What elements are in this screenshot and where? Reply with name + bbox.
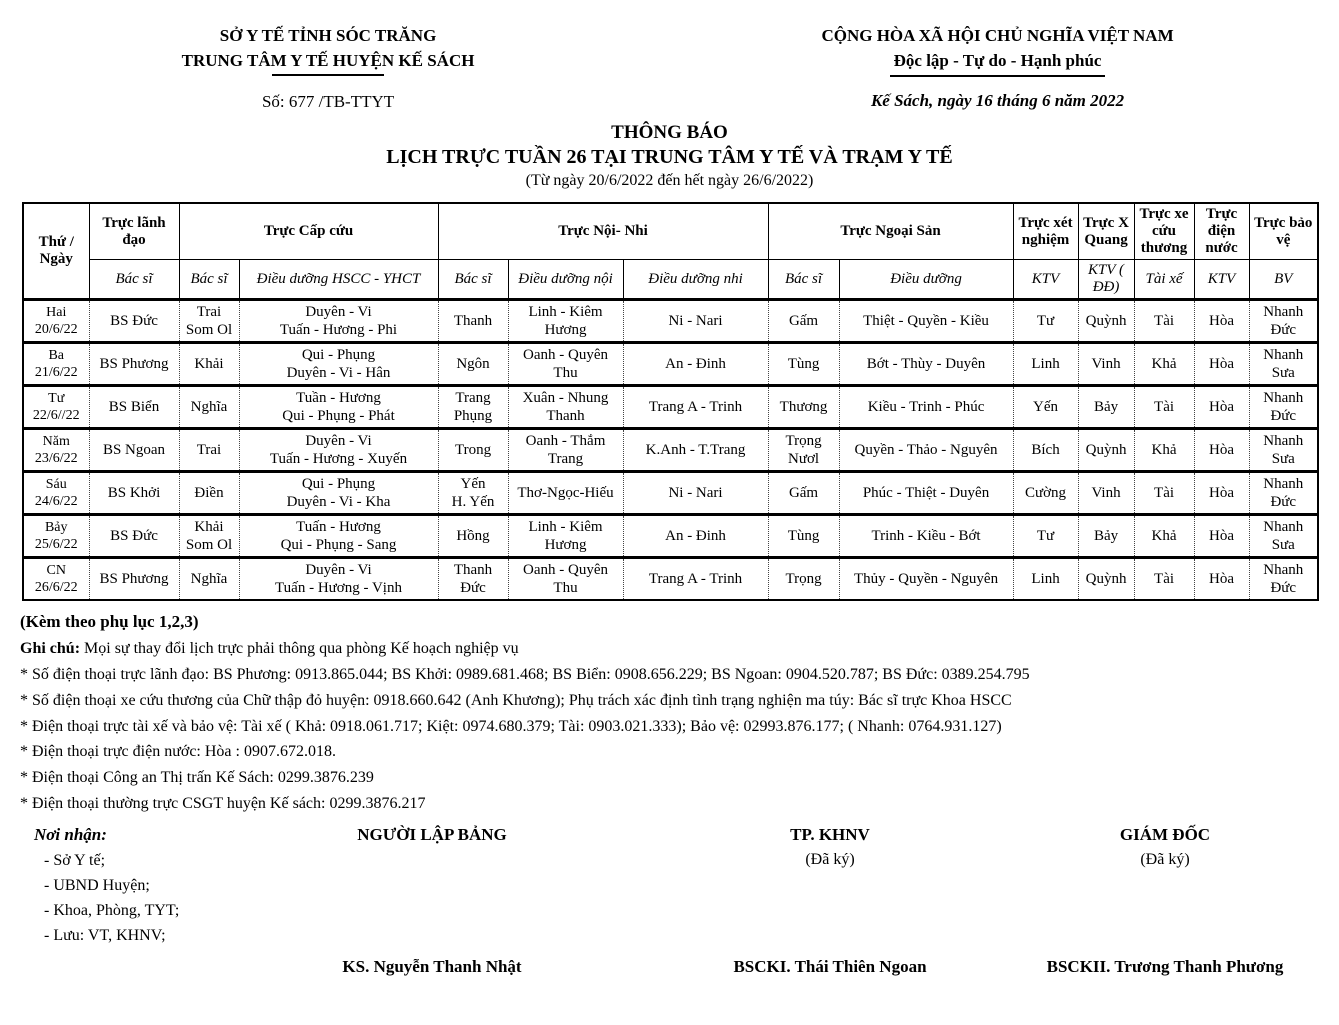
table-cell: Tài xyxy=(1134,472,1194,515)
signature-title: GIÁM ĐỐC xyxy=(1119,825,1211,845)
header-group-leadership: Trực lãnh đạo xyxy=(89,203,179,260)
table-cell: Linh - Kiêm Hương xyxy=(508,300,623,343)
table-row xyxy=(23,429,1318,472)
table-cell: Quỳnh xyxy=(1078,429,1134,472)
table-cell: Tùng xyxy=(768,515,839,558)
table-cell: Kiều - Trinh - Phúc xyxy=(839,386,1013,429)
table-cell: Nghĩa xyxy=(179,558,239,601)
table-row xyxy=(23,343,1318,386)
signature-name: BSCKII. Trương Thanh Phương xyxy=(1046,957,1284,977)
table-header xyxy=(23,203,1318,300)
table-cell: Quỳnh xyxy=(1078,558,1134,601)
document-number: Số: 677 /TB-TTYT xyxy=(261,92,395,112)
table-cell: BS Khởi xyxy=(89,472,179,515)
table-cell: Trọng xyxy=(768,558,839,601)
table-cell: Qui - Phụng Duyên - Vi - Hân xyxy=(239,343,438,386)
table-cell: Gấm xyxy=(768,472,839,515)
table-cell: Nhanh Sưa xyxy=(1249,515,1318,558)
table-cell: Khải xyxy=(179,343,239,386)
table-cell: Bảy 25/6/22 xyxy=(23,515,89,558)
header-group-emergency: Trực Cấp cứu xyxy=(179,203,438,260)
note-line: Ghi chú: Mọi sự thay đổi lịch trực phải thông qua phòng Kế hoạch nghiệp vụ xyxy=(20,639,519,657)
table-cell: Phúc - Thiệt - Duyên xyxy=(839,472,1013,515)
header-day: Thứ / Ngày xyxy=(23,203,89,300)
table-cell: BS Đức xyxy=(89,515,179,558)
table-cell: Cường xyxy=(1013,472,1078,515)
table-cell: Linh xyxy=(1013,343,1078,386)
table-cell: Nhanh Sưa xyxy=(1249,429,1318,472)
table-cell: Hòa xyxy=(1194,472,1249,515)
subheader-nurse-hscc: Điều dưỡng HSCC - YHCT xyxy=(239,260,438,300)
subheader-ktv-xray: KTV ( ĐĐ) xyxy=(1078,260,1134,300)
table-cell: Nhanh Đức xyxy=(1249,300,1318,343)
table-cell: Khả xyxy=(1134,343,1194,386)
table-cell: Linh xyxy=(1013,558,1078,601)
org-parent-name: SỞ Y TẾ TỈNH SÓC TRĂNG xyxy=(219,26,437,45)
table-row xyxy=(23,386,1318,429)
recipients-item: - Sở Y tế; xyxy=(44,852,106,870)
table-cell: Hòa xyxy=(1194,515,1249,558)
table-row xyxy=(23,300,1318,343)
table-cell: Khả xyxy=(1134,429,1194,472)
table-cell: Tư xyxy=(1013,515,1078,558)
table-cell: Quyền - Thảo - Nguyên xyxy=(839,429,1013,472)
table-cell: Oanh - Quyên Thu xyxy=(508,558,623,601)
table-cell: Tuấn - Hương Qui - Phụng - Sang xyxy=(239,515,438,558)
table-cell: Thủy - Quyền - Nguyên xyxy=(839,558,1013,601)
table-cell: Ni - Nari xyxy=(623,300,768,343)
table-cell: Thiệt - Quyền - Kiều xyxy=(839,300,1013,343)
table-cell: Hòa xyxy=(1194,343,1249,386)
table-cell: Nghĩa xyxy=(179,386,239,429)
table-cell: Hai 20/6/22 xyxy=(23,300,89,343)
table-cell: Gấm xyxy=(768,300,839,343)
header-group-security: Trực bảo vệ xyxy=(1249,203,1318,260)
table-cell: Ba 21/6/22 xyxy=(23,343,89,386)
table-cell: BS Đức xyxy=(89,300,179,343)
table-cell: Duyên - Vi Tuấn - Hương - Vịnh xyxy=(239,558,438,601)
signature-col-dept-head xyxy=(665,825,995,977)
table-cell: Thanh Đức xyxy=(438,558,508,601)
table-cell: Yến xyxy=(1013,386,1078,429)
table-row xyxy=(23,515,1318,558)
table-cell: Tài xyxy=(1134,558,1194,601)
letterhead-left xyxy=(0,24,656,112)
note-line: (Kèm theo phụ lục 1,2,3) xyxy=(20,612,199,632)
table-cell: BS Phương xyxy=(89,558,179,601)
document-main-title: LỊCH TRỰC TUẦN 26 TẠI TRUNG TÂM Y TẾ VÀ TRẠM Y TẾ xyxy=(386,146,953,169)
table-cell: Hòa xyxy=(1194,300,1249,343)
table-cell: Vinh xyxy=(1078,343,1134,386)
recipients-item: - UBND Huyện; xyxy=(44,877,150,895)
table-cell: An - Đinh xyxy=(623,343,768,386)
subheader-doctor-internal: Bác sĩ xyxy=(438,260,508,300)
table-cell: Yến H. Yến xyxy=(438,472,508,515)
table-cell: K.Anh - T.Trang xyxy=(623,429,768,472)
table-cell: Năm 23/6/22 xyxy=(23,429,89,472)
header-group-xray: Trực X Quang xyxy=(1078,203,1134,260)
table-cell: Bảy xyxy=(1078,386,1134,429)
table-cell: Khả xyxy=(1134,515,1194,558)
table-row xyxy=(23,472,1318,515)
table-cell: Nhanh Đức xyxy=(1249,558,1318,601)
subheader-doctor-emergency: Bác sĩ xyxy=(179,260,239,300)
org-name: TRUNG TÂM Y TẾ HUYỆN KẾ SÁCH xyxy=(181,50,475,70)
recipients-block xyxy=(34,825,179,945)
note-line: * Điện thoại trực tài xế và bảo vệ: Tài xế ( Khả: 0918.061.717; Kiệt: 0974.680.379; Tài: 0903.021.333); Bảo vệ: 02993.876.177; ( Nhanh: 0764.931.127) xyxy=(20,717,1002,735)
signature-title: NGƯỜI LẬP BẢNG xyxy=(357,825,507,845)
subheader-doctor-leadership: Bác sĩ xyxy=(89,260,179,300)
place-date-line: Kế Sách, ngày 16 tháng 6 năm 2022 xyxy=(870,91,1125,111)
subheader-ktv-lab: KTV xyxy=(1013,260,1078,300)
table-cell: Tư xyxy=(1013,300,1078,343)
table-cell: Trang A - Trinh xyxy=(623,386,768,429)
table-cell: Hòa xyxy=(1194,429,1249,472)
table-cell: Qui - Phụng Duyên - Vi - Kha xyxy=(239,472,438,515)
subheader-nurse-surgery: Điều dưỡng xyxy=(839,260,1013,300)
table-cell: Ni - Nari xyxy=(623,472,768,515)
duty-schedule-table xyxy=(22,202,1319,601)
signature-signed-note xyxy=(267,851,597,873)
national-title: CỘNG HÒA XÃ HỘI CHỦ NGHĨA VIỆT NAM xyxy=(821,26,1174,45)
title-block xyxy=(0,122,1339,190)
recipients-item: - Lưu: VT, KHNV; xyxy=(44,927,166,945)
table-cell: Trang A - Trinh xyxy=(623,558,768,601)
table-cell: Trai Som Ol xyxy=(179,300,239,343)
signature-name: KS. Nguyễn Thanh Nhật xyxy=(342,957,522,977)
table-cell: Trọng Nươl xyxy=(768,429,839,472)
table-cell: Hồng xyxy=(438,515,508,558)
table-header-group-row xyxy=(23,203,1318,260)
table-cell: Nhanh Sưa xyxy=(1249,343,1318,386)
subheader-driver: Tài xế xyxy=(1134,260,1194,300)
table-cell: Điền xyxy=(179,472,239,515)
table-cell: Tài xyxy=(1134,300,1194,343)
national-motto: Độc lập - Tự do - Hạnh phúc xyxy=(890,49,1106,78)
table-cell: Vinh xyxy=(1078,472,1134,515)
table-cell: Thanh xyxy=(438,300,508,343)
header-group-ambulance: Trực xe cứu thương xyxy=(1134,203,1194,260)
document-type-title: THÔNG BÁO xyxy=(611,122,728,144)
org-name-underline xyxy=(272,74,384,76)
table-cell: Thương xyxy=(768,386,839,429)
table-cell: Oanh - Thắm Trang xyxy=(508,429,623,472)
note-line: * Số điện thoại xe cứu thương của Chữ thập đỏ huyện: 0918.660.642 (Anh Khương); Phụ trách xác định tình trạng nghiện ma túy: Bác sĩ trực Khoa HSCC xyxy=(20,691,1012,709)
signature-area xyxy=(0,825,1339,1025)
table-cell: Tư 22/6//22 xyxy=(23,386,89,429)
table-cell: BS Biển xyxy=(89,386,179,429)
subheader-guard: BV xyxy=(1249,260,1318,300)
table-cell: Trinh - Kiều - Bớt xyxy=(839,515,1013,558)
table-cell: Ngôn xyxy=(438,343,508,386)
table-cell: Quỳnh xyxy=(1078,300,1134,343)
table-header-sub-row xyxy=(23,260,1318,300)
letterhead-right xyxy=(656,24,1339,112)
document-subtitle: (Từ ngày 20/6/2022 đến hết ngày 26/6/2022) xyxy=(525,172,814,190)
table-cell: CN 26/6/22 xyxy=(23,558,89,601)
table-cell: Tài xyxy=(1134,386,1194,429)
subheader-ktv-utilities: KTV xyxy=(1194,260,1249,300)
table-cell: Sáu 24/6/22 xyxy=(23,472,89,515)
signature-col-director xyxy=(1000,825,1330,977)
table-cell: Duyên - Vi Tuấn - Hương - Phi xyxy=(239,300,438,343)
table-cell: Nhanh Đức xyxy=(1249,472,1318,515)
table-cell: Tuần - Hương Qui - Phụng - Phát xyxy=(239,386,438,429)
recipients-title: Nơi nhận: xyxy=(34,825,107,845)
signature-col-preparer xyxy=(267,825,597,977)
table-cell: Thơ-Ngọc-Hiếu xyxy=(508,472,623,515)
table-cell: Tùng xyxy=(768,343,839,386)
header-group-internal-pediatrics: Trực Nội- Nhi xyxy=(438,203,768,260)
table-cell: Hòa xyxy=(1194,558,1249,601)
table-cell: Linh - Kiêm Hương xyxy=(508,515,623,558)
note-line: * Điện thoại thường trực CSGT huyện Kế sách: 0299.3876.217 xyxy=(20,795,426,813)
table-cell: Hòa xyxy=(1194,386,1249,429)
subheader-nurse-internal: Điều dưỡng nội xyxy=(508,260,623,300)
table-cell: Bích xyxy=(1013,429,1078,472)
schedule-table-body xyxy=(23,300,1318,601)
table-cell: Nhanh Đức xyxy=(1249,386,1318,429)
table-cell: Trong xyxy=(438,429,508,472)
recipients-item: - Khoa, Phòng, TYT; xyxy=(44,902,180,920)
signature-signed-note: (Đã ký) xyxy=(805,851,855,869)
subheader-doctor-surgery: Bác sĩ xyxy=(768,260,839,300)
table-cell: Bớt - Thùy - Duyên xyxy=(839,343,1013,386)
table-cell: Duyên - Vi Tuấn - Hương - Xuyến xyxy=(239,429,438,472)
table-cell: An - Đinh xyxy=(623,515,768,558)
table-cell: BS Ngoan xyxy=(89,429,179,472)
signature-title: TP. KHNV xyxy=(790,825,870,845)
header-group-utilities: Trực điện nước xyxy=(1194,203,1249,260)
subheader-nurse-pediatrics: Điều dưỡng nhi xyxy=(623,260,768,300)
table-cell: Bảy xyxy=(1078,515,1134,558)
table-cell: Trang Phụng xyxy=(438,386,508,429)
table-cell: Khải Som Ol xyxy=(179,515,239,558)
notes-section xyxy=(20,608,1339,817)
table-row xyxy=(23,558,1318,601)
table-cell: Xuân - Nhung Thanh xyxy=(508,386,623,429)
signature-name: BSCKI. Thái Thiên Ngoan xyxy=(733,957,927,977)
header-group-surgery-obstetrics: Trực Ngoại Sản xyxy=(768,203,1013,260)
table-cell: BS Phương xyxy=(89,343,179,386)
note-line: * Số điện thoại trực lãnh đạo: BS Phương: 0913.865.044; BS Khởi: 0989.681.468; BS Biển: 0908.656.229; BS Ngoan: 0904.520.787; BS Đức: 0389.254.795 xyxy=(20,665,1030,683)
header-group-lab: Trực xét nghiệm xyxy=(1013,203,1078,260)
note-line: * Điện thoại trực điện nước: Hòa : 0907.672.018. xyxy=(20,743,336,761)
recipients-list xyxy=(34,852,179,945)
note-line: * Điện thoại Công an Thị trấn Kế Sách: 0299.3876.239 xyxy=(20,769,374,787)
table-cell: Oanh - Quyên Thu xyxy=(508,343,623,386)
table-cell: Trai xyxy=(179,429,239,472)
signature-signed-note: (Đã ký) xyxy=(1140,851,1190,869)
letterhead xyxy=(0,0,1339,112)
